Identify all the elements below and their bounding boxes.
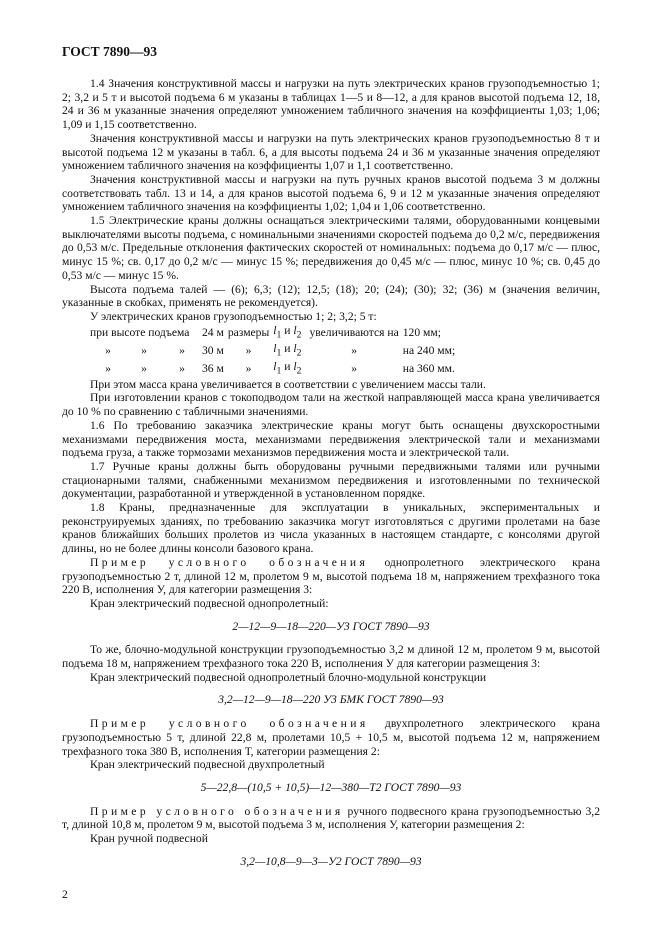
paragraph-rigid-guide: При изготовлении кранов с токоподводом тали на жесткой направляющей масса крана увеличивается до 10 % по сравнению с табличными значениями. (62, 391, 600, 419)
l1-subscript: 1 (276, 365, 282, 376)
example-3-code: 5—22,8—(10,5 + 10,5)—12—380—Т2 ГОСТ 7890—93 (200, 780, 462, 794)
example-heading: Пример условного обозначения (90, 555, 369, 569)
ditto-mark: » (141, 361, 147, 375)
size-height: 30 м (202, 343, 224, 357)
ditto-mark: » (105, 361, 111, 375)
size-action: » (351, 361, 357, 375)
example-4-description (62, 805, 600, 832)
paragraph-mass-manual: Значения конструктивной массы и нагрузки на путь ручных кранов высотой подъема 3 м должны соответствовать табл. 13 и 14, а для кранов высотой подъема 6, 9 и 12 м указанные значения определяют умножением табличного значения на коэффициенты 1,02; 1,04 и 1,06 соответственно. (62, 172, 600, 214)
ditto-mark: » (141, 343, 147, 357)
example-1-code: 2—12—9—18—220—У3 ГОСТ 7890—93 (232, 619, 430, 633)
size-mid: размеры (227, 325, 270, 339)
example-heading: Пример условного обозначения (90, 804, 344, 818)
paragraph-1-7: 1.7 Ручные краны должны быть оборудованы ручными передвижными талями или ручными стационарными талями, снабженными механизмом передвижения и изготовленными по технической документации, разработанной и утвержденной в установленном порядке. (62, 459, 600, 501)
size-row (90, 342, 455, 360)
size-value: 120 мм; (402, 325, 441, 339)
size-value: на 360 мм. (402, 361, 455, 375)
size-value: на 240 мм; (402, 343, 456, 357)
paragraph-1-4: 1.4 Значения конструктивной массы и нагрузки на путь электрических кранов грузоподъемностью 1; 2; 3,2 и 5 т и высотой подъема 6 м указаны в таблицах 1—5 и 8—12, а для кранов высотой подъема 12, 18, 24 и 36 м указанные значения определяют умножением табличного значения на коэффициенты 1,03; 1,06; 1,09 и 1,15 соответственно. (62, 77, 600, 132)
example-text: двухпролетного электрического крана грузоподъемностью 5 т, длиной 22,8 м, пролетами 10,5 + 10,5 м, высотой подъема 12 м, напряжением трехфазного тока 380 В, исполнения Т, категории размещения 2: (62, 717, 600, 758)
l1-subscript: 1 (276, 346, 282, 358)
size-action: » (351, 343, 357, 357)
example-3-label: Кран электрический подвесной двухпролетный (90, 758, 325, 772)
and-word: и (284, 341, 291, 355)
size-height: 36 м (202, 361, 224, 375)
example-2-description: То же, блочно-модульной конструкции грузоподъемностью 3,2 м длиной 12 м, пролетом 9 м, высотой подъема 18 м, напряжением трехфазного тока 220 В, исполнения У для категории размещения 3: (62, 643, 600, 671)
l2-subscript: 2 (296, 328, 302, 340)
paragraph-1-8: 1.8 Краны, предназначенные для эксплуатации в уникальных, экспериментальных и реконструируемых зданиях, по требованию заказчика могут изготовляться с другими пролетами на базе кранов ближайших больших пролетов из числа указанных в настоящем стандарте, с консолями другой длины, но не более длины консоли базового крана. (62, 501, 600, 556)
ditto-mark: » (105, 343, 111, 357)
l2-subscript: 2 (296, 346, 302, 358)
l2-symbol: l (293, 359, 297, 373)
and-word: и (284, 359, 291, 373)
example-1-description (62, 556, 600, 597)
example-2-code: 3,2—12—9—18—220 У3 БМК ГОСТ 7890—93 (218, 693, 444, 707)
paragraph-mass-8t: Значения конструктивной массы и нагрузки на путь электрических кранов грузоподъемностью 8 т и высотой подъема 12 м указаны в табл. 6, а для высоты подъема 24 и 36 м указанные значения определяют умножением табличного значения на коэффициенты 1,07 и 1,1 соответственно. (62, 131, 600, 173)
example-3-description (62, 717, 600, 758)
example-4-label: Кран ручной подвесной (90, 832, 208, 846)
example-text: ручного подвесного крана грузоподъемностью 3,2 т, длиной 10,8 м, пролетом 9 м, высотой подъема 3 м, исполнения У, категории размещения 2: (62, 804, 601, 832)
size-row (90, 324, 455, 342)
example-text: однопролетного электрического крана грузоподъемностью 2 т, длиной 12 м, пролетом 9 м, высотой подъема 18 м, напряжением трехфазного тока 220 В, исполнения У, для категории размещения 3: (62, 555, 600, 597)
l2-subscript: 2 (296, 365, 302, 376)
l2-symbol: l (293, 341, 297, 355)
l1-subscript: 1 (276, 328, 282, 340)
size-height: 24 м (202, 325, 224, 339)
size-prefix: при высоте подъема (90, 325, 190, 339)
and-word: и (284, 323, 291, 337)
paragraph-hoist-height: Высота подъема талей — (6); 6,3; (12); 12,5; (18); 20; (24); (30); 32; (36) м (значения величин, указанные в скобках, применять не рекомендуется). (62, 282, 600, 310)
example-1-label: Кран электрический подвесной однопролетный: (90, 596, 329, 610)
paragraph-1-6: 1.6 По требованию заказчика электрические краны могут быть оснащены двухскоростными механизмами передвижения моста, механизмами передвижения электрической тали и механизмами подъема груза, а также тормозами механизмов передвижения моста и электрической тали. (62, 418, 600, 460)
size-mid: » (245, 361, 252, 375)
document-body (62, 77, 600, 879)
example-heading: Пример условного обозначения (90, 717, 369, 731)
l2-symbol: l (293, 323, 297, 337)
example-2-label: Кран электрический подвесной однопролетный блочно-модульной конструкции (90, 670, 487, 684)
size-action: увеличиваются на (309, 325, 399, 339)
example-4-code: 3,2—10,8—9—3—У2 ГОСТ 7890—93 (240, 854, 422, 868)
l1-symbol: l (273, 323, 277, 337)
page-number: 2 (62, 888, 68, 901)
l1-symbol: l (273, 359, 277, 373)
paragraph-electric-cranes: У электрических кранов грузоподъемностью 1; 2; 3,2; 5 т: (90, 309, 377, 323)
size-increase-table (90, 324, 455, 378)
l1-symbol: l (273, 341, 277, 355)
size-mid: » (245, 343, 252, 357)
paragraph-1-5: 1.5 Электрические краны должны оснащаться электрическими талями, оборудованными концевыми выключателями высоты подъема, с номинальными значениями скоростей подъема до 0,2 м/с, передвижения до 0,53 м/с. Предельные отклонения фактических скоростей от номинальных: подъема до 0,17 м/с — плюс, минус 15 %; св. 0,17 до 0,2 м/с — минус 15 %; передвижения до 0,45 м/с — плюс, минус 10 %; св. 0,45 до 0,53 м/с — минус 15 %. (62, 214, 600, 282)
size-row (90, 360, 455, 378)
ditto-mark: » (179, 361, 185, 375)
ditto-mark: » (179, 343, 185, 357)
paragraph-crane-mass: При этом масса крана увеличивается в соответствии с увеличением массы тали. (90, 377, 486, 391)
page-header: ГОСТ 7890—93 (62, 44, 158, 59)
